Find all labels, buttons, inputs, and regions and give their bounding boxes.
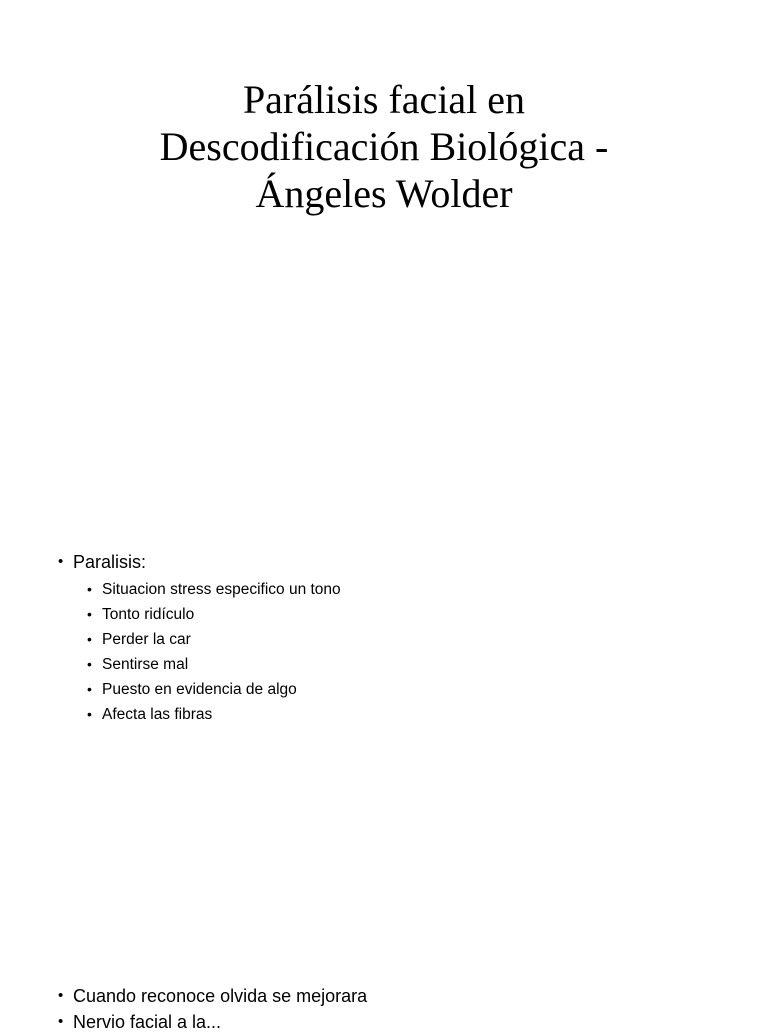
title-line-3: Ángeles Wolder [255, 171, 513, 216]
list-item: • Nervio facial a la... [58, 1009, 718, 1035]
bullet-list-final [58, 983, 718, 1035]
list-item: • Perder la car [87, 627, 718, 652]
list-item [58, 549, 718, 727]
list-item: • Cuando reconoce olvida se mejorara [58, 983, 718, 1009]
list-item: • Situacion stress especifico un tono [87, 577, 718, 602]
list-item: • Puesto en evidencia de algo [87, 677, 718, 702]
list-item: • Afecta las fibras [87, 702, 718, 727]
bullet-list-paralisis [58, 549, 718, 727]
list-item: • Sentirse mal [87, 652, 718, 677]
slide-title [60, 76, 708, 217]
sub-bullet-list [87, 577, 718, 727]
title-line-2: Descodificación Biológica - [159, 124, 609, 169]
title-line-1: Parálisis facial en [242, 77, 526, 122]
bullet-text: Paralisis: [73, 552, 147, 572]
list-item: • Tonto ridículo [87, 602, 718, 627]
